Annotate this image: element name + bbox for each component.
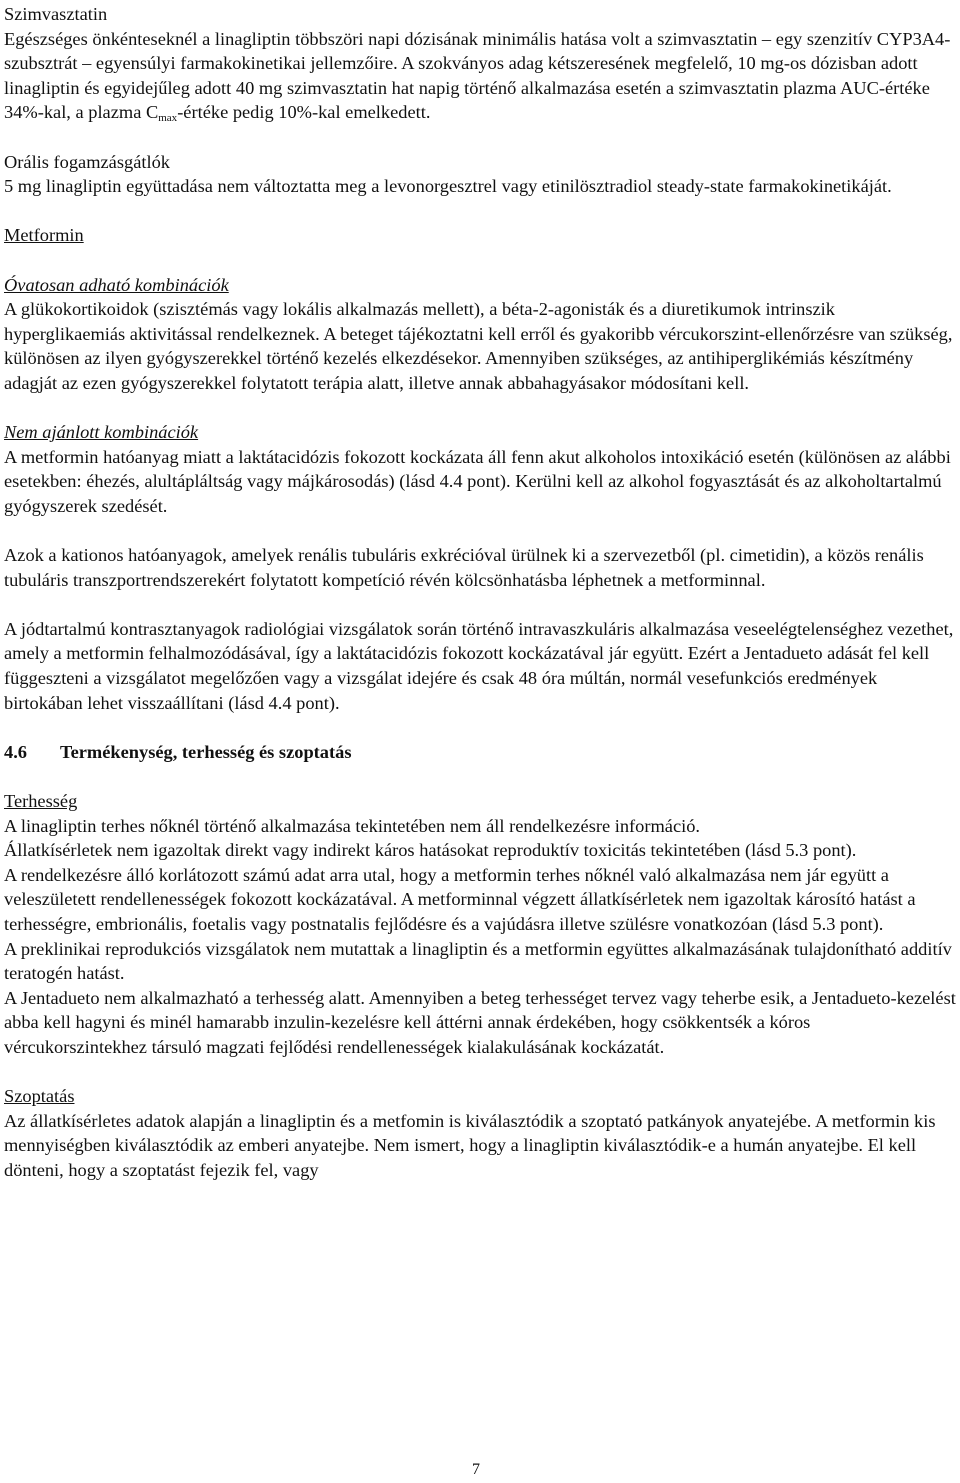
metformin-heading: Metformin bbox=[4, 225, 84, 246]
contrast-agents-paragraph: A jódtartalmú kontrasztanyagok radiológiai vizsgálatok során történő intravaszkuláris alkalmazása veseelégtelenséghez vezethet, amely a metformin felhalmozódásával, így a laktátacidózis fokozott kockázatával jár együtt. Ezért a Jentadueto adását fel kell függeszteni a vizsgálatot megelőzően vagy a vizsgálat idejére és csak 48 óra múltán, normál vesefunkciós eredmények birtokában lehet visszaállítani (lásd 4.4 pont). bbox=[4, 618, 954, 713]
pregnancy-section bbox=[4, 789, 956, 1060]
not-recommended-heading: Nem ajánlott kombinációk bbox=[4, 422, 199, 443]
cationic-drugs-paragraph: Azok a kationos hatóanyagok, amelyek renális tubuláris exkrécióval ürülnek ki a szervezetből (pl. cimetidin), a közös renális tubuláris transzportrendszerekért folytatott kompetíció révén kölcsönhatásba léphetnek a metforminnal. bbox=[4, 545, 924, 590]
section-title: Termékenység, terhesség és szoptatás bbox=[60, 741, 352, 762]
oral-contraceptives-section bbox=[4, 150, 956, 199]
lactation-paragraph: Az állatkísérletes adatok alapján a linagliptin és a metfomin is kiválasztódik a szoptató patkányok anyatejébe. A metformin kis mennyiségben kiválasztódik az emberi anyatejbe. Nem ismert, hogy a linagliptin kiválasztódik-e a humán anyatejbe. El kell dönteni, hogy a szoptatást fejezik fel, vagy bbox=[4, 1110, 936, 1180]
caution-combinations-heading: Óvatosan adható kombinációk bbox=[4, 274, 229, 295]
page-number: 7 bbox=[472, 1461, 480, 1478]
lactation-section bbox=[4, 1084, 956, 1182]
caution-combinations-section bbox=[4, 273, 956, 396]
pregnancy-line-4: A preklinikai reprodukciós vizsgálatok nem mutattak a linagliptin és a metformin együttes alkalmazásának tulajdonítható additív teratogén hatást. bbox=[4, 938, 952, 984]
simvastatin-section bbox=[4, 2, 956, 125]
lactation-heading: Szoptatás bbox=[4, 1086, 75, 1107]
caution-combinations-paragraph: A glükokortikoidok (szisztémás vagy lokális alkalmazás mellett), a béta-2-agonisták és a diuretikumok intrinszik hyperglikaemiás aktivitással rendelkeznek. A beteget tájékoztatni kell erről és gyakoribb vércukorszint-ellenőrzésre van szükség, különösen az ilyen gyógyszerekkel történő kezelés elkezdésekor. Amennyiben szükséges, az antihiperglikémiás készítmény adagját az ezen gyógyszerekkel folytatott terápia alatt, illetve annak abbahagyásakor módosítani kell. bbox=[4, 299, 953, 393]
oral-contraceptives-paragraph: 5 mg linagliptin együttadása nem változtatta meg a levonorgesztrel vagy etinilösztradiol steady-state farmakokinetikáját. bbox=[4, 176, 892, 197]
pregnancy-heading: Terhesség bbox=[4, 791, 78, 811]
alcohol-paragraph: A metformin hatóanyag miatt a laktátacidózis fokozott kockázata áll fenn akut alkoholos intoxikáció esetén (különösen az alábbi esetekben: éhezés, alultápláltság vagy májkárosodás) (lásd 4.4 pont). Kerülni kell az alkohol fogyasztását és az alkoholtartalmú gyógyszerek szedését. bbox=[4, 446, 951, 516]
cmax-subscript: max bbox=[158, 112, 178, 125]
pregnancy-line-5: A Jentadueto nem alkalmazható a terhesség alatt. Amennyiben a beteg terhességet tervez vagy teherbe esik, a Jentadueto-kezelést abba kell hagyni és minél hamarabb inzulin-kezelésre kell áttérni annak érdekében, hogy csökkentsék a kóros vércukorszintekhez társuló magzati fejlődési rendellenességek kialakulásának kockázatát. bbox=[4, 987, 956, 1057]
simvastatin-heading: Szimvasztatin bbox=[4, 4, 108, 24]
not-recommended-section bbox=[4, 420, 956, 715]
simvastatin-text: Egészséges önkénteseknél a linagliptin többszöri napi dózisának minimális hatása volt a szimvasztatin – egy szenzitív CYP3A4-szubsztrát – egyensúlyi farmakokinetikai jellemzőire. A szokványos adag kétszeresének megfelelő, 10 mg-os dózisban adott linagliptin és egyidejűleg adott 40 mg szimvasztatin hat napig történő alkalmazása esetén a szimvasztatin plazma AUC-értéke 34%-kal, a plazma C bbox=[4, 28, 951, 123]
simvastatin-paragraph bbox=[4, 27, 956, 125]
oral-contraceptives-heading: Orális fogamzásgátlók bbox=[4, 151, 170, 172]
section-number: 4.6 bbox=[4, 741, 27, 762]
document-page bbox=[4, 2, 956, 1183]
section-heading bbox=[4, 740, 956, 765]
pregnancy-line-2: Állatkísérletek nem igazoltak direkt vagy indirekt káros hatásokat reproduktív toxicitás tekintetében (lásd 5.3 pont). bbox=[4, 840, 857, 861]
pregnancy-line-1: A linagliptin terhes nőknél történő alkalmazása tekintetében nem áll rendelkezésre információ. bbox=[4, 815, 701, 836]
pregnancy-line-3: A rendelkezésre álló korlátozott számú adat arra utal, hogy a metformin terhes nőknél való alkalmazása nem jár együtt a veleszületett rendellenességek fokozott kockázatával. A metforminnal végzett állatkísérletek nem igazoltak károsító hatást a terhességre, embrionális, foetalis vagy postnatalis fejlődésre és a vajúdásra illetve szülésre vonatkozóan (lásd 5.3 pont). bbox=[4, 864, 916, 934]
simvastatin-text-end: -értéke pedig 10%-kal emelkedett. bbox=[177, 102, 431, 123]
